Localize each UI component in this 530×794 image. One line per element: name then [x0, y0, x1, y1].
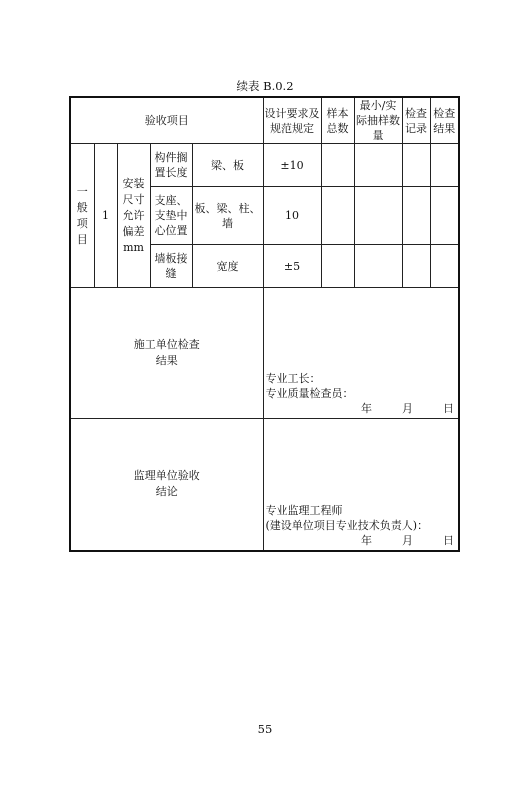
day-label: 日 — [443, 402, 454, 415]
general-items-text: 一般项目 — [76, 184, 88, 246]
category-text: 安装尺寸允许偏差mm — [122, 176, 145, 254]
owner-rep-label: (建设单位项目专业技术负责人)： — [265, 518, 429, 532]
check-record-cell[interactable] — [402, 245, 430, 288]
header-check-result: 检查结果 — [430, 97, 459, 144]
construction-sign-block — [266, 371, 457, 416]
header-row — [70, 97, 459, 144]
row-value: ±10 — [263, 144, 321, 187]
table-row — [70, 144, 459, 187]
supervision-row — [70, 419, 459, 551]
supervision-sign-block — [266, 503, 457, 548]
table-title: 续表 B.0.2 — [236, 79, 294, 93]
category-label — [117, 144, 150, 288]
sample-total-cell[interactable] — [321, 144, 354, 187]
header-item: 验收项目 — [70, 97, 263, 144]
min-sample-cell[interactable] — [354, 187, 402, 245]
sample-total-cell[interactable] — [321, 187, 354, 245]
construction-date-line — [266, 401, 457, 416]
min-sample-cell[interactable] — [354, 144, 402, 187]
header-design: 设计要求及规范规定 — [263, 97, 321, 144]
check-record-cell[interactable] — [402, 187, 430, 245]
construction-label-cell — [70, 288, 263, 419]
row-value: 10 — [263, 187, 321, 245]
row-part: 板、梁、柱、墙 — [192, 187, 263, 245]
month-label: 月 — [402, 533, 413, 547]
construction-row — [70, 288, 459, 419]
construction-sign-cell[interactable] — [263, 288, 459, 419]
inspector-label: 专业质量检查员： — [265, 387, 354, 400]
row-index: 1 — [94, 144, 117, 288]
month-label: 月 — [402, 402, 413, 415]
construction-label-line1: 施工单位检查 — [133, 338, 200, 351]
sample-total-cell[interactable] — [321, 245, 354, 288]
supervision-label-cell — [70, 419, 263, 551]
check-result-cell[interactable] — [430, 144, 459, 187]
row-part: 宽度 — [192, 245, 263, 288]
check-record-cell[interactable] — [402, 144, 430, 187]
header-check-record: 检查记录 — [402, 97, 430, 144]
header-sample-total: 样本总数 — [321, 97, 354, 144]
row-part: 梁、板 — [192, 144, 263, 187]
supervision-label-line1: 监理单位验收 — [133, 469, 200, 483]
supervision-sign-cell[interactable] — [263, 419, 459, 551]
acceptance-table — [69, 96, 460, 552]
year-label: 年 — [361, 533, 372, 547]
day-label: 日 — [443, 533, 454, 547]
header-min-sample: 最小/实际抽样数量 — [356, 99, 400, 142]
row-name: 支座、支垫中心位置 — [150, 187, 192, 245]
min-sample-cell[interactable] — [354, 245, 402, 288]
supervision-label-line2: 结论 — [155, 485, 178, 499]
foreman-label: 专业工长： — [265, 372, 321, 385]
supervision-date-line — [266, 533, 457, 548]
engineer-label: 专业监理工程师 — [265, 503, 343, 517]
year-label: 年 — [361, 402, 372, 415]
row-name: 墙板接缝 — [150, 245, 192, 288]
row-value: ±5 — [263, 245, 321, 288]
row-name: 构件搁置长度 — [150, 144, 192, 187]
check-result-cell[interactable] — [430, 187, 459, 245]
check-result-cell[interactable] — [430, 245, 459, 288]
general-items-label — [70, 144, 94, 288]
construction-label-line2: 结果 — [155, 354, 178, 367]
page-number: 55 — [257, 722, 273, 736]
